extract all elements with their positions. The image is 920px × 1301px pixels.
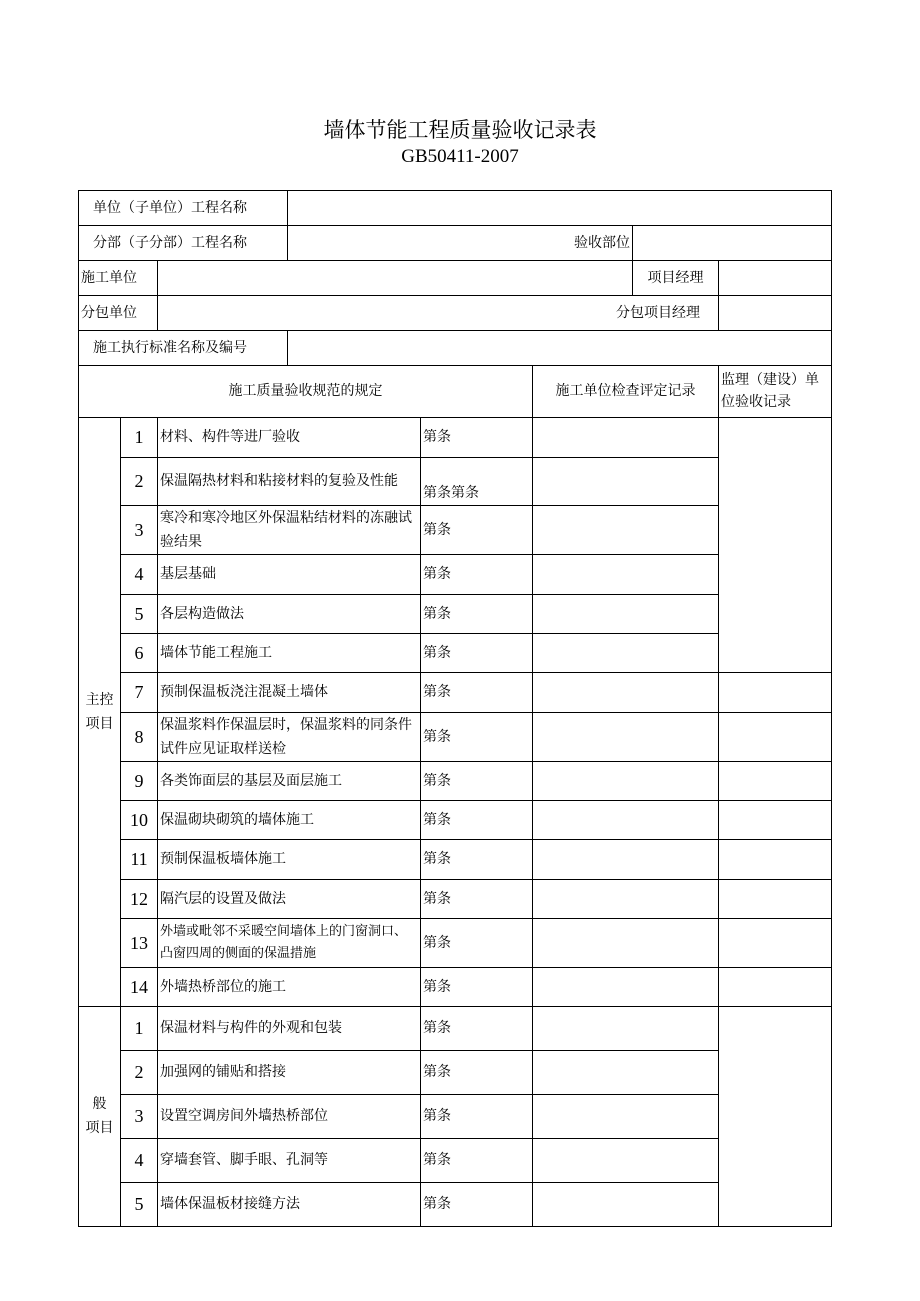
supervisor-record-header: 监理（建设）单位验收记录 — [719, 366, 832, 417]
project-info-table — [78, 190, 832, 366]
item-clause: 第条 — [421, 800, 533, 839]
item-description: 寒冷和寒冷地区外保温粘结材料的冻融试验结果 — [158, 505, 421, 554]
item-number: 4 — [121, 554, 158, 594]
supervisor-record-cell[interactable] — [719, 879, 832, 918]
contractor-record-cell[interactable] — [533, 761, 719, 800]
item-number: 8 — [121, 712, 158, 761]
item-number: 13 — [121, 918, 158, 967]
contractor-record-cell[interactable] — [533, 594, 719, 633]
contractor-record-cell[interactable] — [533, 633, 719, 672]
item-clause: 第条 — [421, 1182, 533, 1226]
general-items-label — [79, 1006, 121, 1226]
table-row — [79, 879, 832, 918]
contractor-record-cell[interactable] — [533, 1094, 719, 1138]
item-number: 1 — [121, 417, 158, 457]
item-number: 5 — [121, 1182, 158, 1226]
item-description: 保温砌块砌筑的墙体施工 — [158, 800, 421, 839]
contractor-record-header: 施工单位检查评定记录 — [533, 366, 719, 417]
contractor-record-cell[interactable] — [533, 800, 719, 839]
contractor-record-cell[interactable] — [533, 712, 719, 761]
item-clause: 第条 — [421, 505, 533, 554]
item-clause: 第条 — [421, 761, 533, 800]
item-clause: 第条第条 — [421, 457, 533, 505]
unit-project-field[interactable] — [288, 191, 832, 226]
item-description: 加强网的铺贴和搭接 — [158, 1050, 421, 1094]
item-number: 12 — [121, 879, 158, 918]
project-manager-label: 项目经理 — [633, 261, 719, 296]
contractor-record-cell[interactable] — [533, 417, 719, 457]
table-row — [79, 1006, 832, 1050]
contractor-record-cell[interactable] — [533, 505, 719, 554]
supervisor-record-cell[interactable] — [719, 839, 832, 879]
item-description: 外墙或毗邻不采暖空间墙体上的门窗洞口、凸窗四周的侧面的保温措施 — [158, 918, 421, 967]
item-number: 7 — [121, 672, 158, 712]
item-number: 3 — [121, 505, 158, 554]
subcontract-manager-label: 分包项目经理 — [158, 296, 719, 331]
contractor-record-cell[interactable] — [533, 1006, 719, 1050]
item-description: 外墙热桥部位的施工 — [158, 967, 421, 1006]
general-label-bottom: 项目 — [85, 1120, 114, 1136]
standard-label: 施工执行标准名称及编号 — [79, 331, 288, 366]
table-row — [79, 918, 832, 967]
item-clause: 第条 — [421, 633, 533, 672]
item-description: 墙体保温板材接缝方法 — [158, 1182, 421, 1226]
sub-project-label: 分部（子分部）工程名称 — [79, 226, 288, 261]
page-title: 墙体节能工程质量验收记录表 — [323, 118, 597, 142]
item-clause: 第条 — [421, 967, 533, 1006]
contractor-record-cell[interactable] — [533, 1182, 719, 1226]
item-clause: 第条 — [421, 712, 533, 761]
main-control-label — [79, 417, 121, 1006]
item-clause: 第条 — [421, 417, 533, 457]
item-clause: 第条 — [421, 839, 533, 879]
item-clause: 第条 — [421, 879, 533, 918]
item-number: 2 — [121, 1050, 158, 1094]
supervisor-record-cell[interactable] — [719, 712, 832, 761]
item-clause: 第条 — [421, 594, 533, 633]
item-clause: 第条 — [421, 1050, 533, 1094]
construction-unit-field[interactable] — [158, 261, 633, 296]
item-description: 保温浆料作保温层时，保温浆料的同条件试件应见证取样送检 — [158, 712, 421, 761]
table-row — [79, 672, 832, 712]
item-description: 保温隔热材料和粘接材料的复验及性能 — [158, 457, 421, 505]
item-clause: 第条 — [421, 1094, 533, 1138]
table-row — [79, 967, 832, 1006]
item-description: 各类饰面层的基层及面层施工 — [158, 761, 421, 800]
supervisor-record-cell[interactable] — [719, 918, 832, 967]
acceptance-part-field[interactable] — [633, 226, 832, 261]
standard-code: GB50411-2007 — [401, 146, 519, 167]
standard-field[interactable] — [288, 331, 832, 366]
item-number: 5 — [121, 594, 158, 633]
table-row — [79, 417, 832, 457]
item-number: 2 — [121, 457, 158, 505]
supervisor-record-cell[interactable] — [719, 967, 832, 1006]
inspection-table — [78, 366, 832, 1227]
item-description: 隔汽层的设置及做法 — [158, 879, 421, 918]
contractor-record-cell[interactable] — [533, 879, 719, 918]
contractor-record-cell[interactable] — [533, 918, 719, 967]
table-row — [79, 712, 832, 761]
item-description: 各层构造做法 — [158, 594, 421, 633]
item-number: 10 — [121, 800, 158, 839]
contractor-record-cell[interactable] — [533, 967, 719, 1006]
item-description: 预制保温板墙体施工 — [158, 839, 421, 879]
main-control-label-text: 主控项目 — [85, 691, 114, 732]
item-number: 6 — [121, 633, 158, 672]
item-number: 11 — [121, 839, 158, 879]
contractor-record-cell[interactable] — [533, 554, 719, 594]
table-row — [79, 800, 832, 839]
contractor-record-cell[interactable] — [533, 1050, 719, 1094]
item-clause: 第条 — [421, 918, 533, 967]
project-manager-field[interactable] — [719, 261, 832, 296]
item-description: 墙体节能工程施工 — [158, 633, 421, 672]
contractor-record-cell[interactable] — [533, 672, 719, 712]
item-clause: 第条 — [421, 1006, 533, 1050]
contractor-record-cell[interactable] — [533, 839, 719, 879]
item-number: 14 — [121, 967, 158, 1006]
contractor-record-cell[interactable] — [533, 1138, 719, 1182]
table-row — [79, 761, 832, 800]
supervisor-record-cell[interactable] — [719, 1006, 832, 1226]
table-row — [79, 839, 832, 879]
item-number: 4 — [121, 1138, 158, 1182]
subcontract-manager-field[interactable] — [719, 296, 832, 331]
item-clause: 第条 — [421, 554, 533, 594]
item-clause: 第条 — [421, 672, 533, 712]
item-description: 穿墙套管、脚手眼、孔洞等 — [158, 1138, 421, 1182]
supervisor-record-cell[interactable] — [719, 417, 832, 672]
general-label-top: 般 — [92, 1096, 107, 1112]
item-description: 基层基础 — [158, 554, 421, 594]
item-description: 设置空调房间外墙热桥部位 — [158, 1094, 421, 1138]
item-description: 保温材料与构件的外观和包装 — [158, 1006, 421, 1050]
spec-column-header: 施工质量验收规范的规定 — [79, 366, 533, 417]
supervisor-record-cell[interactable] — [719, 800, 832, 839]
item-description: 材料、构件等进厂验收 — [158, 417, 421, 457]
supervisor-record-cell[interactable] — [719, 761, 832, 800]
unit-project-label: 单位（子单位）工程名称 — [79, 191, 288, 226]
acceptance-part-label: 验收部位 — [288, 226, 633, 261]
item-number: 3 — [121, 1094, 158, 1138]
item-number: 9 — [121, 761, 158, 800]
item-number: 1 — [121, 1006, 158, 1050]
contractor-record-cell[interactable] — [533, 457, 719, 505]
construction-unit-label: 施工单位 — [79, 261, 158, 296]
item-description: 预制保温板浇注混凝土墙体 — [158, 672, 421, 712]
subcontract-unit-label: 分包单位 — [79, 296, 158, 331]
item-clause: 第条 — [421, 1138, 533, 1182]
supervisor-record-cell[interactable] — [719, 672, 832, 712]
